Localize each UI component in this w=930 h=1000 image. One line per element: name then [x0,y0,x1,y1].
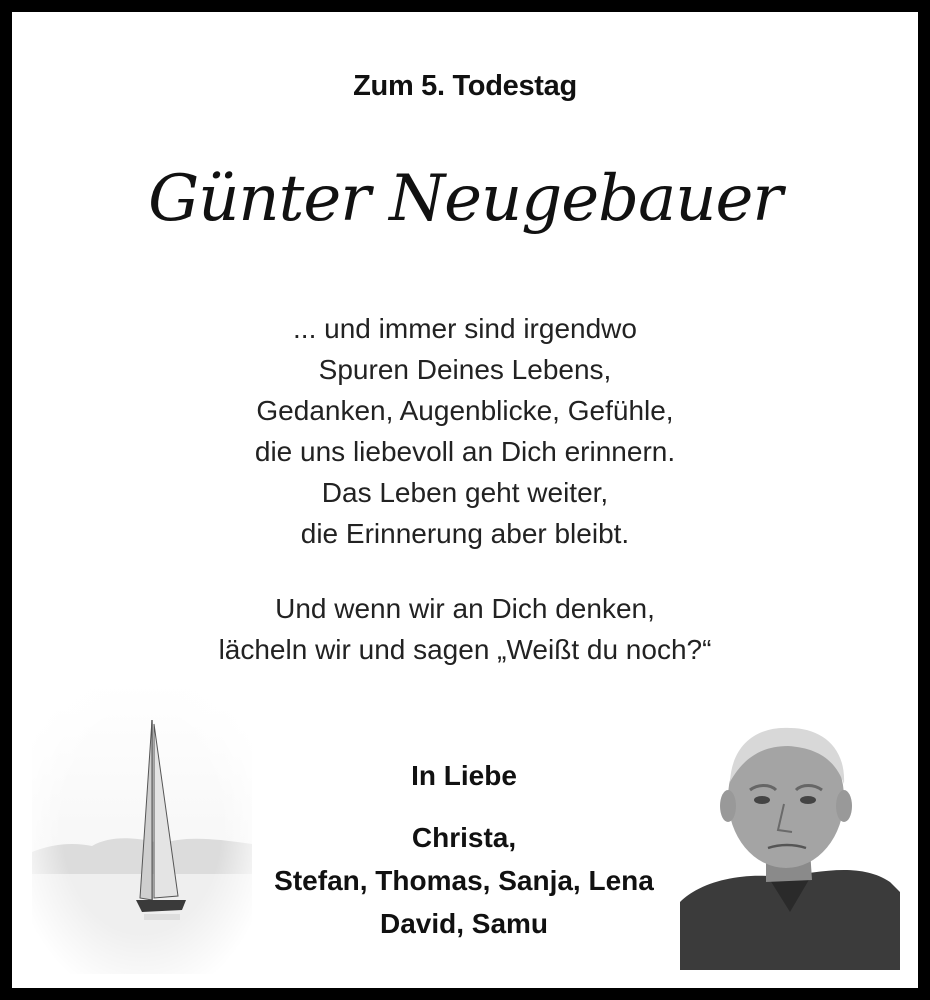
verse-block-2 [12,588,918,670]
verse-line: lächeln wir und sagen „Weißt du noch?“ [218,634,712,665]
deceased-name: Günter Neugebauer [148,162,782,236]
obituary-notice [12,12,918,988]
verse-line: Das Leben geht weiter, [321,477,609,508]
verse-line: Und wenn wir an Dich denken, [275,593,655,624]
verse-block-1 [12,308,918,554]
anniversary-heading: Zum 5. Todestag [353,70,577,102]
verse-line: die Erinnerung aber bleibt. [300,518,630,549]
mourner-line: Christa, [411,822,517,853]
closing-phrase: In Liebe [411,760,517,791]
signoff-block [264,756,664,945]
mourner-line: Stefan, Thomas, Sanja, Lena [274,865,654,896]
verse-line: Spuren Deines Lebens, [318,354,612,385]
portrait-photo [680,712,900,970]
mourner-line: David, Samu [379,908,549,939]
verse-line: ... und immer sind irgendwo [293,313,637,344]
verse-line: die uns liebevoll an Dich erinnern. [254,436,676,467]
mourner-list [264,816,664,945]
verse-line: Gedanken, Augenblicke, Gefühle, [256,395,674,426]
sailboat-photo [32,684,252,974]
